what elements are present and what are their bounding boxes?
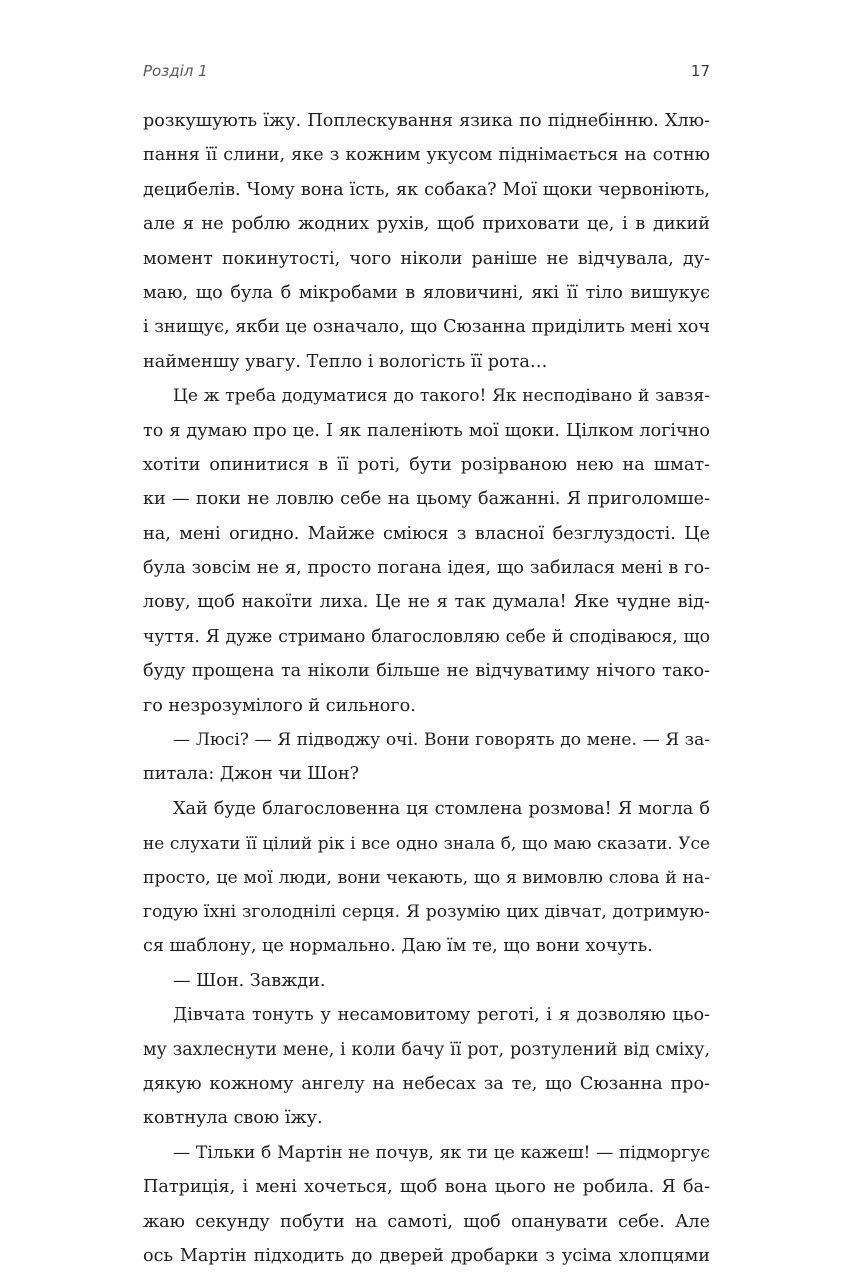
text-line: просто, це мої люди, вони чекають, що я вимовлю слова й на-	[143, 867, 710, 888]
text-line: Дівчата тонуть у несамовитому реготі, і я дозволяю цьо-	[173, 1005, 710, 1026]
text-line: Хай буде благословенна ця стомлена розмова! Я могла б	[173, 798, 710, 819]
text-line: чуття. Я дуже стримано благословляю себе й сподіваюся, що	[143, 626, 710, 647]
text-line: ся шаблону, це нормально. Даю їм те, що вони хочуть.	[143, 936, 653, 957]
text-line: але я не роблю жодних рухів, щоб приховати це, і в дикий	[143, 214, 710, 235]
text-line: пання її слини, яке з кожним укусом піднімається на сотню	[143, 145, 710, 166]
body-text	[143, 104, 710, 1273]
text-line: питала: Джон чи Шон?	[143, 764, 360, 785]
text-line: ковтнула свою їжу.	[143, 1108, 323, 1129]
text-line: — Люсі? — Я підводжу очі. Вони говорять до мене. — Я за-	[173, 730, 710, 751]
text-line: момент покинутості, чого ніколи раніше не відчувала, ду-	[143, 248, 710, 269]
text-line: — Шон. Завжди.	[173, 970, 326, 991]
text-line: годую їхні зголоднілі серця. Я розумію цих дівчат, дотримую-	[143, 901, 710, 922]
text-line: на, мені огидно. Майже сміюся з власної безглуздості. Це	[143, 523, 710, 544]
text-line: го незрозумілого й сильного.	[143, 695, 416, 716]
text-line: дякую кожному ангелу на небесах за те, що Сюзанна про-	[143, 1073, 710, 1094]
text-line: ось Мартін підходить до дверей дробарки з усіма хлопцями	[143, 1245, 710, 1266]
page-number: 17	[690, 62, 710, 80]
text-line: му захлеснути мене, і коли бачу її рот, розтулений від сміху,	[143, 1039, 710, 1060]
text-line: хотіти опинитися в її роті, бути розірваною нею на шмат-	[143, 454, 710, 475]
text-line: Це ж треба додуматися до такого! Як несподівано й завзя-	[173, 386, 710, 407]
text-line: Патриція, і мені хочеться, щоб вона цього не робила. Я ба-	[143, 1177, 710, 1198]
text-line: розкушують їжу. Поплескування язика по піднебінню. Хлю-	[143, 111, 710, 131]
text-line: ки — поки не ловлю себе на цьому бажанні. Я приголомше-	[143, 489, 710, 510]
text-line: не слухати її цілий рік і все одно знала б, що маю сказати. Усе	[143, 833, 710, 854]
text-line: децибелів. Чому вона їсть, як собака? Мої щоки червоніють,	[143, 179, 710, 200]
text-line: і знищує, якби це означало, що Сюзанна приділить мені хоч	[143, 317, 710, 338]
text-line: була зовсім не я, просто погана ідея, що забилася мені в го-	[143, 558, 710, 579]
text-line: маю, що була б мікробами в яловичині, які її тіло вишукує	[143, 282, 710, 303]
text-line: найменшу увагу. Тепло і вологість її рота…	[143, 351, 548, 372]
text-line: то я думаю про це. І як паленіють мої щоки. Цілком логічно	[143, 420, 710, 441]
text-line: лову, щоб накоїти лиха. Це не я так думала! Яке чудне від-	[143, 592, 710, 613]
chapter-running-head: Розділ 1	[143, 62, 208, 80]
text-line: жаю секунду побути на самоті, щоб опанувати себе. Але	[143, 1211, 710, 1232]
text-line: буду прощена та ніколи більше не відчуватиму нічого тако-	[143, 661, 710, 682]
text-line: — Тільки б Мартін не почув, як ти це кажеш! — підморгує	[173, 1142, 710, 1163]
